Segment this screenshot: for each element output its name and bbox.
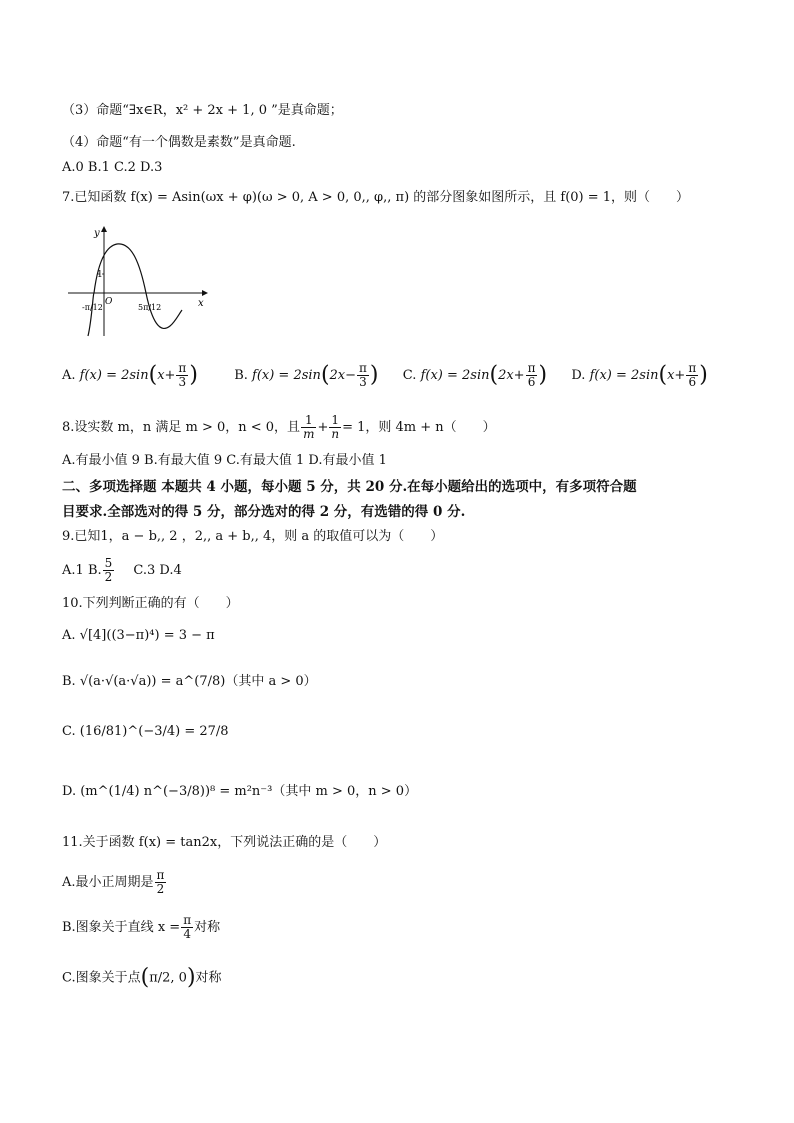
q11-option-c: C.图象关于点(π/2, 0)对称 (62, 965, 222, 990)
q10-option-b: B. √(a·√(a·√a)) = a^(7/8)（其中 a > 0） (62, 674, 317, 689)
q10-option-a: A. √[4]((3−π)⁴) = 3 − π (62, 628, 215, 643)
q8-stem: 8.设实数 m，n 满足 m > 0，n < 0，且 $\frac{1}{m}$ + $\frac{1}{n}$ = 1，则 4m + n（ ） (62, 413, 496, 441)
y-label: y (94, 228, 100, 239)
sine-curve (88, 244, 182, 336)
q7-options (62, 360, 708, 391)
q11-stem: 11.关于函数 f(x) = tan2x，下列说法正确的是（ ） (62, 835, 387, 850)
tick-left-label: -π/12 (82, 303, 103, 312)
origin-label: O (105, 297, 113, 307)
q7-stem: 7.已知函数 f(x) = Asin(ωx + φ)(ω > 0, A > 0, 0,, φ,, π) 的部分图象如图所示，且 f(0) = 1，则（ ） (62, 190, 690, 205)
q8-options: A.有最小值 9 B.有最大值 9 C.有最大值 1 D.有最小值 1 (62, 453, 387, 468)
q7-option-a: A. f(x) = 2sin(x+ $\frac{\pi}{3}$ ) (62, 360, 198, 389)
section2-heading-line2: 目要求.全部选对的得 5 分，部分选对的得 2 分，有选错的得 0 分. (62, 504, 466, 520)
q6-item4: （4）命题“有一个偶数是素数”是真命题. (62, 135, 296, 150)
x-axis-arrow (202, 290, 208, 296)
x-label: x (198, 298, 204, 309)
tick-right-label: 5π/12 (138, 303, 162, 312)
q10-stem: 10.下列判断正确的有（ ） (62, 596, 239, 611)
q9-stem: 9.已知1，a − b,, 2 ，2,, a + b,, 4，则 a 的取值可以为（ ） (62, 529, 444, 544)
q6-item3: （3）命题“∃x∈R，x² + 2x + 1, 0 ”是真命题； (62, 103, 343, 118)
q7-option-b: B. f(x) = 2sin(2x− $\frac{\pi}{3}$ ) (234, 360, 379, 389)
q7-graph (62, 224, 212, 339)
q7-option-c: C. f(x) = 2sin(2x+ $\frac{\pi}{6}$ ) (402, 360, 548, 389)
q11-option-a: A.最小正周期是 $\frac{\pi}{2}$ (62, 868, 165, 896)
y-axis-arrow (101, 226, 107, 232)
q10-option-c: C. (16/81)^(−3/4) = 27/8 (62, 724, 229, 739)
q7-option-d: D. f(x) = 2sin(x+ $\frac{\pi}{6}$ ) (571, 360, 708, 389)
tick-y-label: 1 (97, 270, 103, 280)
section2-heading-line1: 二、多项选择题 本题共 4 小题，每小题 5 分，共 20 分.在每小题给出的选项中，有多项符合题 (62, 479, 637, 495)
q10-option-d: D. (m^(1/4) n^(−3/8))⁸ = m²n⁻³（其中 m > 0，n > 0） (62, 784, 418, 799)
q9-options: A.1 B. $\frac{5}{2}$ C.3 D.4 (62, 556, 182, 584)
q11-option-b: B.图象关于直线 x = $\frac{\pi}{4}$ 对称 (62, 913, 221, 941)
q6-options: A.0 B.1 C.2 D.3 (62, 160, 163, 175)
